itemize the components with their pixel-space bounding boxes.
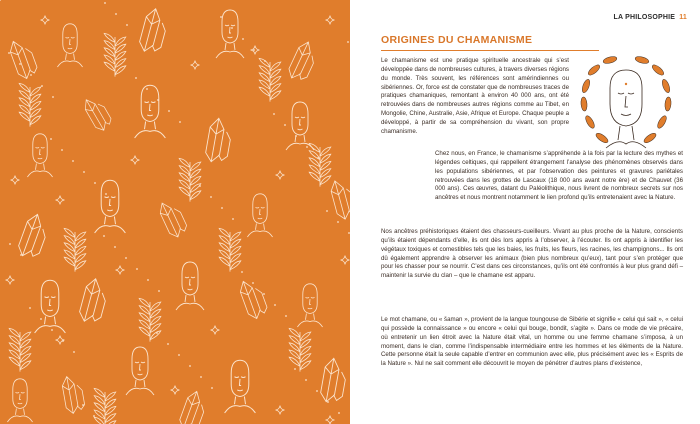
paragraph-etymology: Le mot chamane, ou « šaman », provient de la langue toungouse de Sibérie et signifie « celui qui sait », « celui qui possède la connaissance » ou encore « celui qui bouge, bondit, s’agite ». Dans ce mode de vie précaire, où entretenir un lien étroit avec la Nature était vital, un homme ou une femme chamane s’imposa, à un moment, dans le clan, comme l’indispensable intermédiaire entre les hommes et les éléments de la Nature. Cette personne était la seule capable d’entrer en communion avec elle, plus précisément avec les « Esprits de la Nature ». Nul ne sait comment elle découvrit le moyen de pénétrer d’autres plans d’existence, bbox=[381, 316, 683, 368]
section-title: ORIGINES DU CHAMANISME bbox=[381, 34, 533, 46]
paragraph-intro: Le chamanisme est une pratique spirituelle ancestrale qui s’est développée dans de nombreuses cultures, à travers diverses régions du monde. Très souvent, les références sont amérindiennes ou sibériennes. Or, force est de constater que de nombreuses traces de pratiques chamaniques, remontant à environ 40 000 ans, ont été retrouvées dans de nombreuses autres régions comme au Tibet, en Mongolie, Chine, Australie, Asie, Afrique et Europe. Chaque peuple a développé, à partir de sa compréhension du vivant, son propre chamanisme. bbox=[381, 57, 569, 135]
page-number: 11 bbox=[679, 14, 687, 21]
title-divider bbox=[381, 50, 599, 51]
running-head-label: LA PHILOSOPHIE bbox=[613, 14, 676, 21]
paragraph-france: Chez nous, en France, le chamanisme s’appréhende à la fois par la lecture des mythes et légendes celtiques, qui rappellent étrangement l’analyse des phénomènes observés dans les populations sibériennes, et par l’observation des peintures et gravures pariétales retrouvées dans les grottes de Lascaux (18 000 ans avant notre ère) et de Chauvet (36 000 ans). Ces œuvres, datant du Paléolithique, nous livrent de nombreux secrets sur nos ancêtres et nous montrent notamment le lien profond qu’ils entretenaient avec la Nature. bbox=[435, 150, 683, 202]
paragraph-ancestors: Nos ancêtres préhistoriques étaient des chasseurs-cueilleurs. Vivant au plus proche de la Nature, conscients qu’ils étaient dépendants d’elle, ils ont dès lors appris à l’observer, à l’écouter. Ils ont appris à identifier les végétaux toxiques et comestibles tels que les baies, les fruits, les fleurs, les racines, les champignons... Ils ont dû également apprendre à observer les animaux (bien plus nombreux qu’eux), tant pour s’en protéger que pour les chasser pour se nourrir. C’est dans ces circonstances, qu’ils ont été confrontés à leur plus grand défi – maintenir la survie du clan – que le chamane est apparu. bbox=[381, 228, 683, 280]
text-page bbox=[350, 0, 700, 424]
running-head bbox=[614, 14, 687, 21]
